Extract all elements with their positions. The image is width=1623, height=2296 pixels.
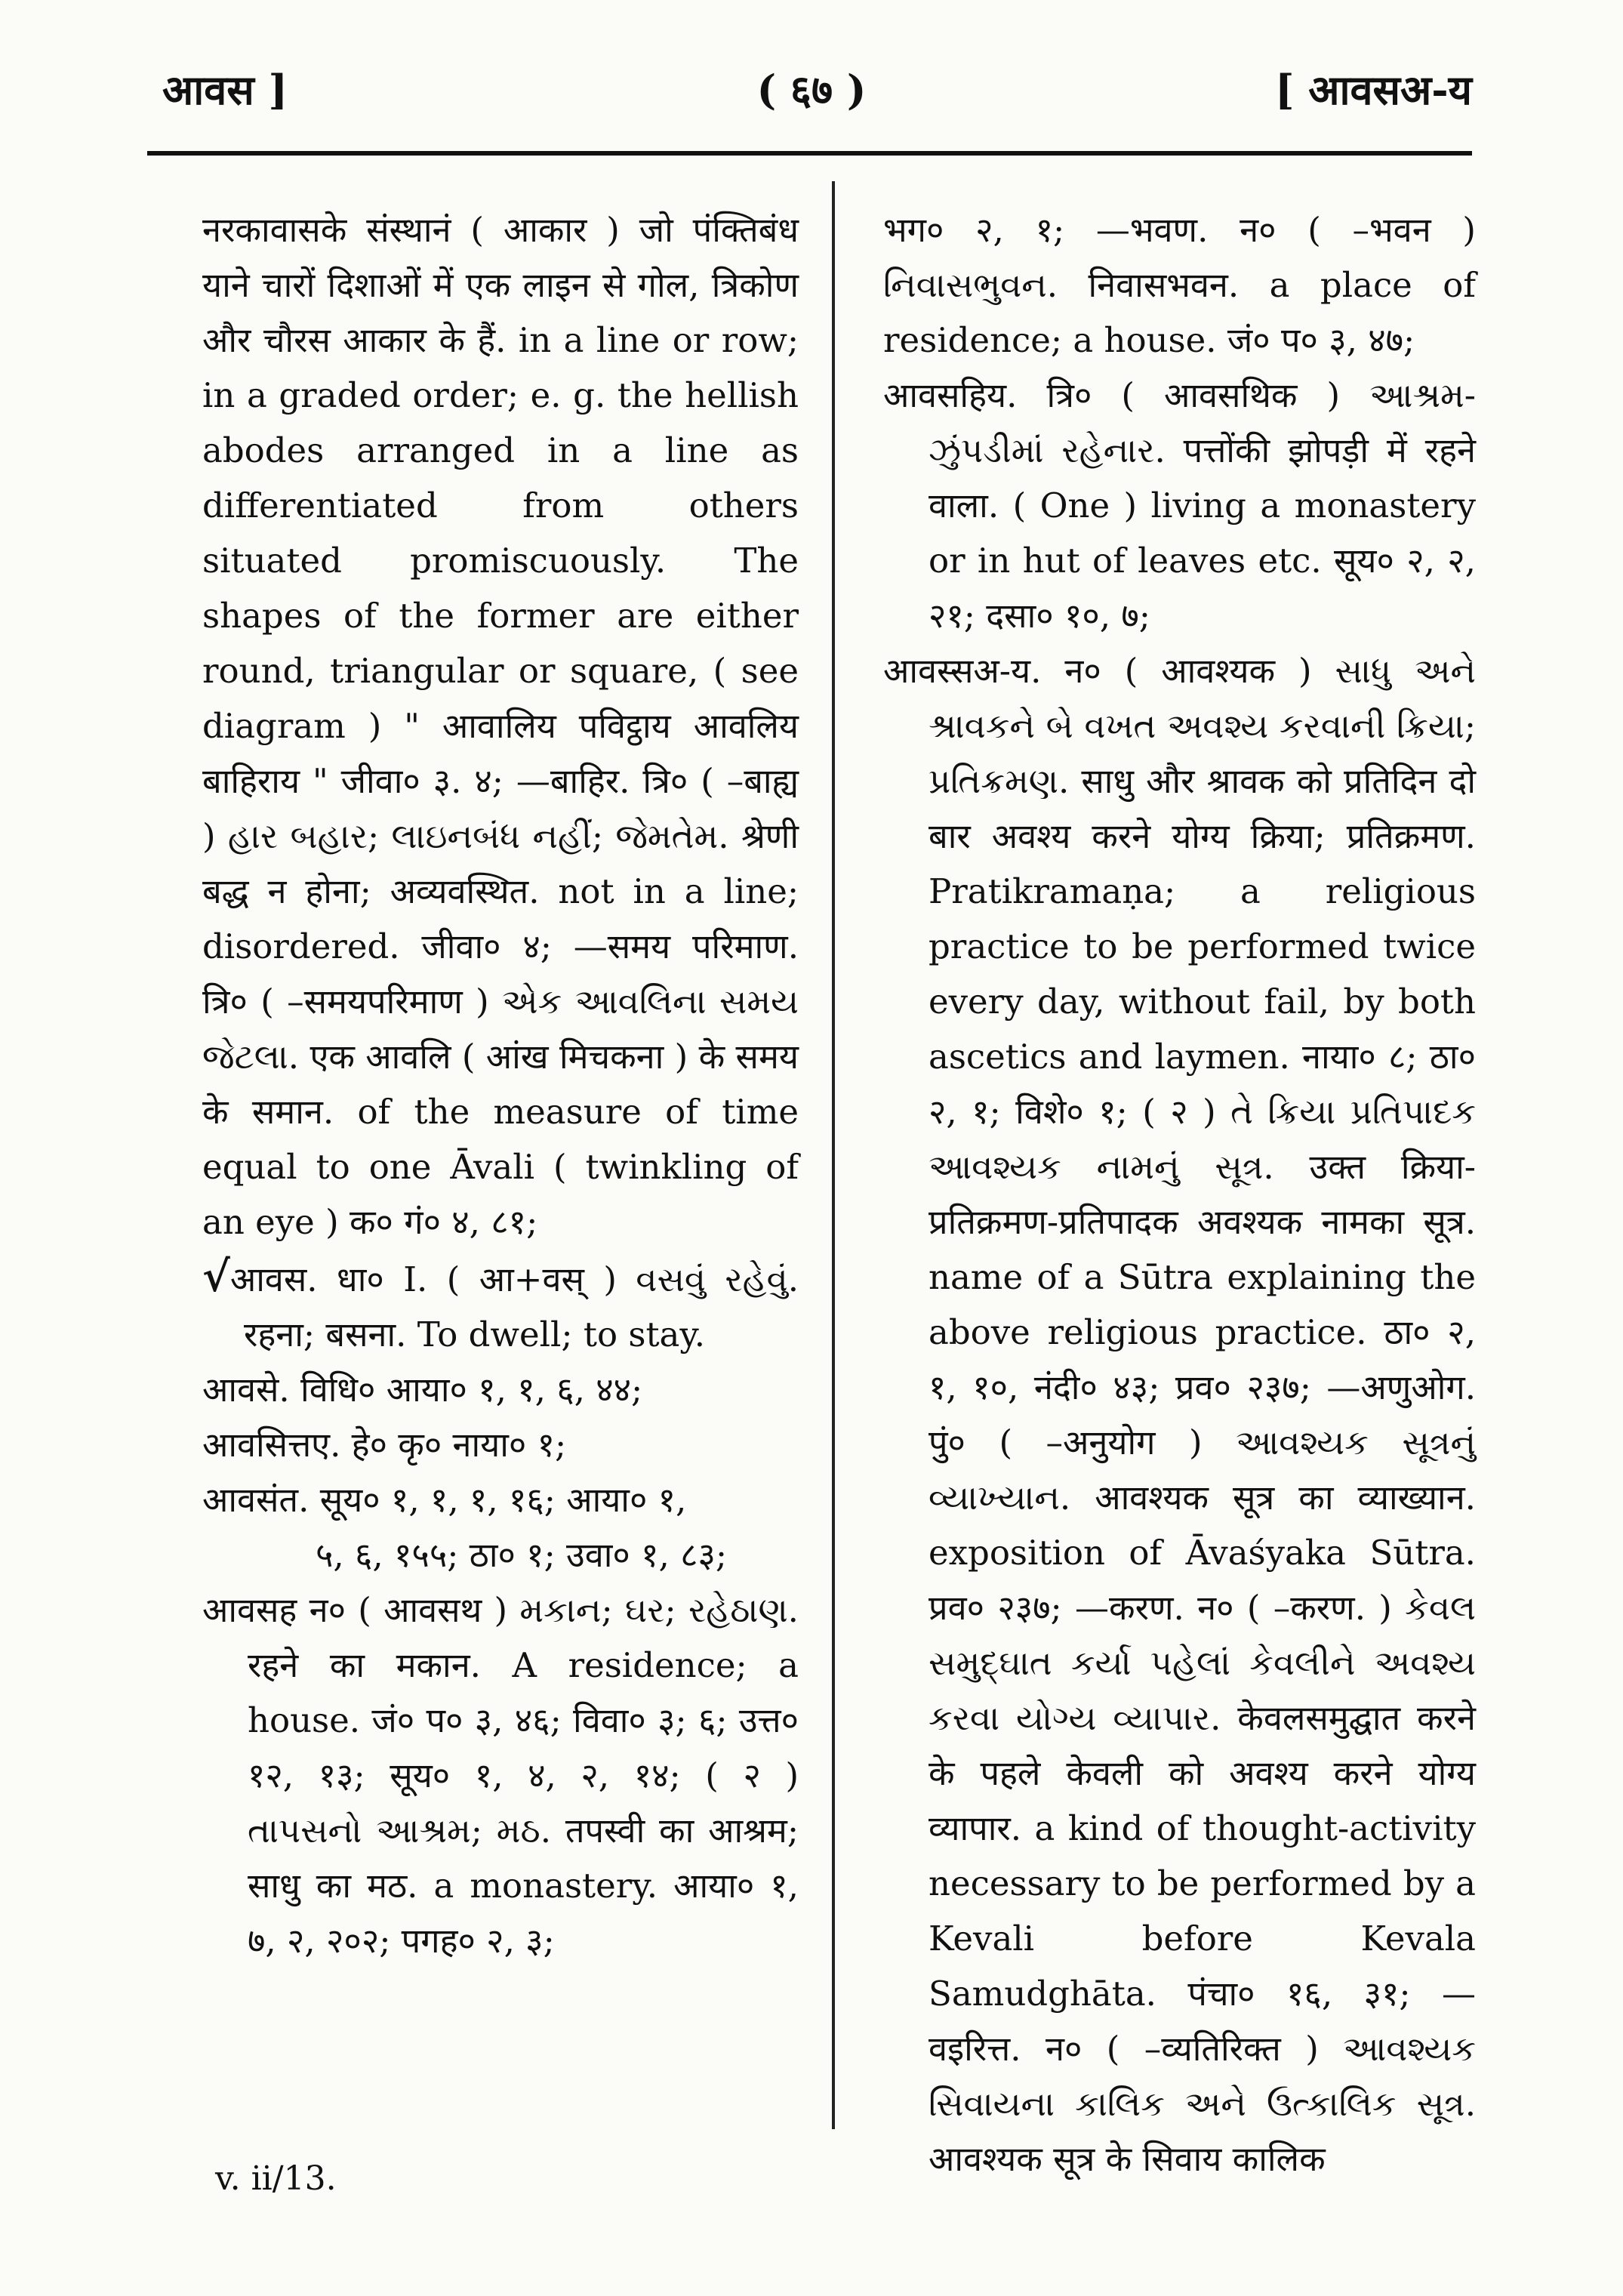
- entry-avas-text: आवस. धा० I. ( आ+वस् ) વસવું રહેવું. रहना; बसना. To dwell; to stay.: [229, 1259, 799, 1354]
- root-mark-icon: √: [202, 1252, 230, 1302]
- entry-continuation-avalia: नरकावासके संस्थानं ( आकार ) जो पंक्तिबंध याने चारों दिशाओं में एक लाइन से गोल, त्रिकोण और चौरस आकार के हैं. in a line or row; in a graded order; e. g. the hellish abodes arranged in a line as differentiated from others situated promiscuously. The shapes of the former are either round, triangular or square, ( see diagram ) " आवालिय पविट्ठाय आवलिय बाहिराय " जीवा० ३. ४; —बाहिर. त्रि० ( –बाह्य ) હાર બહાર; લાઇનબંધ નહીં; જેમતેમ. श्रेणी बद्ध न होना; अव्यवस्थित. not in a line; disordered. जीवा० ४; —समय परिमाण. त्रि० ( –समयपरिमाण ) એક આવલિના સમય જેટલા. एक आवलि ( आंख मिचकना ) के समय के समान. of the measure of time equal to one Āvali ( twinkling of an eye ) क० गं० ४, ८१;: [202, 210, 799, 1242]
- entry-avasaha: आवसह न० ( आवसथ ) મકાન; ઘર; રહેઠાણ. रहने का मकान. A residence; a house. जं० प० ३, ४६; विवा० ३; ६; उत्त० १२, १३; सूय० १, ४, २, १४; ( २ ) તાપસનો આશ્રમ; મઠ. तपस्वी का आश्रम; साधु का मठ. a monastery. आया० १, ७, २, २०२; पगह० २, ३;: [202, 1590, 799, 1961]
- header-left-guide-word: आवस ]: [162, 66, 288, 114]
- page-number: ( ६७ ): [756, 66, 867, 114]
- form-avasanta-cont: ५, ६, १५५; ठा० १; उवा० १, ८३;: [316, 1535, 728, 1575]
- form-avase: आवसे. विधि० आया० १, १, ६, ४४;: [202, 1370, 643, 1410]
- right-column: [883, 202, 1476, 2187]
- form-avasittae: आवसित्तए. हे० कृ० नाया० १;: [202, 1425, 567, 1465]
- page-header: [0, 60, 1623, 128]
- column-divider: [832, 181, 835, 2129]
- entry-avas: [202, 1250, 799, 1362]
- entry-avasahiya: आवसहिय. त्रि० ( आवसथिक ) આશ્રમ-ઝુંપડીમાં રહેનાર. पत्तोंकी झोपड़ी में रहने वाला. ( One ) living a monastery or in hut of leaves etc. सूय० २, २, २१; दसा० १०, ७;: [883, 375, 1476, 636]
- left-column: [202, 202, 799, 1968]
- entry-continuation-bhavana: भग० २, १; —भवण. न० ( –भवन ) નિવાસભુવન. निवासभवन. a place of residence; a house. जं० प० ३, ४७;: [883, 210, 1476, 360]
- volume-footer: v. ii/13.: [215, 2159, 337, 2198]
- form-avasanta: आवसंत. सूय० १, १, १, १६; आया० १,: [202, 1480, 687, 1520]
- header-right-guide-word: [ आवसअ-य: [1274, 66, 1472, 114]
- header-rule: [147, 151, 1472, 156]
- entry-avassaa: आवस्सअ-य. न० ( आवश्यक ) સાધુ અને શ્રાવકને બે વખત અવશ્ય કરવાની ક્રિયા; પ્રતિક્રમણ. साधु और श्रावक को प्रतिदिन दो बार अवश्य करने योग्य क्रिया; प्रतिक्रमण. Pratikramaṇa; a religious practice to be performed twice every day, without fail, by both ascetics and laymen. नाया० ८; ठा० २, १; विशे० १; ( २ ) તે ક્રિયા પ્રતિપાદક આવશ્યક નામનું સૂત્ર. उक्त क्रिया-प्रतिक्रमण-प्रतिपादक अवश्यक नामका सूत्र. name of a Sūtra explaining the above religious practice. ठा० २, १, १०, नंदी० ४३; प्रव० २३७; —अणुओग. पुं० ( –अनुयोग ) આવશ્યક સૂત્રનું વ્યાખ્યાન. आवश्यक सूत्र का व्याख्यान. exposition of Āvaśyaka Sūtra. प्रव० २३७; —करण. न० ( –करण. ) કેવલ સમુદ્ઘાત કર્યા પહેલાં કેવલીને અવશ્ય કરવા યોગ્ય વ્યાપાર. केवलसमुद्घात करने के पहले केवली को अवश्य करने योग्य व्यापार. a kind of thought-activity necessary to be performed by a Kevali before Kevala Samudghāta. पंचा० १६, ३१; —वइरित्त. न० ( –व्यतिरिक्त ) આવશ્યક સિવાયના કાલિક અને ઉત્કાલિક સૂત્ર. आवश्यक सूत्र के सिवाय कालिक: [883, 651, 1476, 2179]
